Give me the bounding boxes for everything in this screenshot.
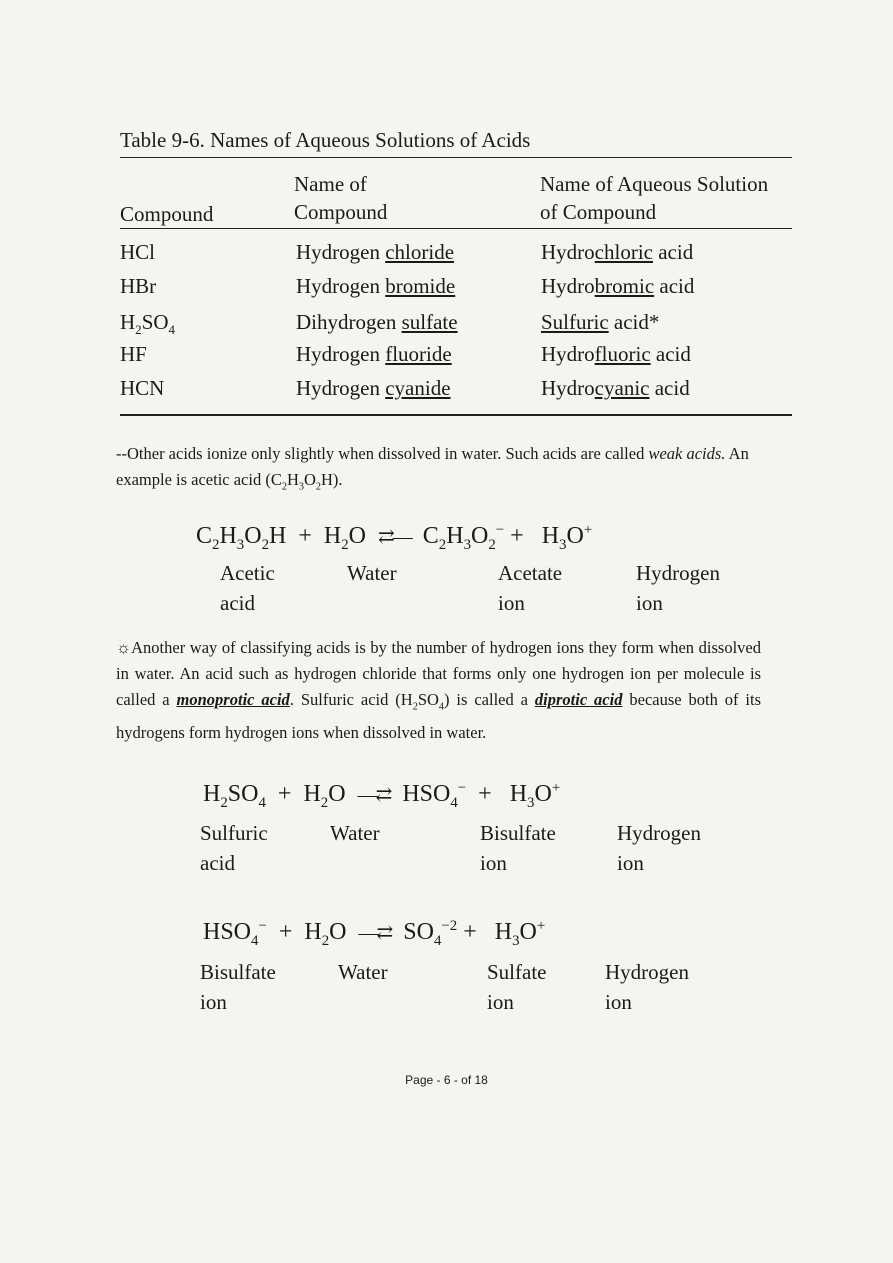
eq1-label-reactant: Acetic acid xyxy=(220,561,275,615)
table-top-rule xyxy=(120,157,792,158)
eq3-label-product: Sulfate ion xyxy=(487,960,547,1014)
acetic-acid-equation: $C_2H_3O_2H + H_2O$ ⇄― $C_2H_3O_2^- + H_3O^+$ xyxy=(196,522,593,553)
eq3-label-reactant: Bisulfate ion xyxy=(200,960,276,1014)
table-bottom-rule xyxy=(120,414,792,416)
equilibrium-arrow-icon: ⇄― xyxy=(378,526,411,548)
eq1-label-hydronium: Hydrogen ion xyxy=(636,561,720,615)
eq3-label-hydronium: Hydrogen ion xyxy=(605,960,689,1014)
header-compound: Compound xyxy=(120,202,214,226)
table-row: HF Hydrogen fluoride Hydrofluoric acid xyxy=(120,342,691,366)
eq2-label-product: Bisulfate ion xyxy=(480,821,556,875)
table-title: Table 9-6. Names of Aqueous Solutions of Acids xyxy=(120,128,531,152)
eq1-label-product: Acetate ion xyxy=(498,561,563,615)
table-row: HBr Hydrogen bromide Hydrobromic acid xyxy=(120,274,695,298)
eq3-label-water: Water xyxy=(338,960,388,984)
equilibrium-arrow-icon: ―⇄ xyxy=(357,784,391,806)
table-row: HCl Hydrogen chloride Hydrochloric acid xyxy=(120,240,694,264)
header-name-of-compound: Name of Compound xyxy=(294,172,388,224)
protic-acids-paragraph: ☼Another way of classifying acids is by the number of hydrogen ions they form when dissolved in water. An acid such as hydrogen chloride that forms only one hydrogen ion per molecule is called a monoprotic acid. Sulfuric acid $(H_2SO_4)$ is called a diprotic acid because both of its hydrogens form hydrogen ions when dissolved in water. xyxy=(116,638,761,743)
eq2-label-water: Water xyxy=(330,821,380,845)
page-number: Page - 6 - of 18 xyxy=(405,1073,488,1087)
bisulfate-equation: $HSO_4^- + H_2O$ ―⇄ $SO_4^{-2} + H_3O^+$ xyxy=(203,918,546,949)
table-row: HCN Hydrogen cyanide Hydrocyanic acid xyxy=(120,376,690,400)
table-header-rule xyxy=(120,228,792,229)
sulfuric-acid-equation: $H_2SO_4 + H_2O$ ―⇄ $HSO_4^- + H_3O^+$ xyxy=(203,780,561,811)
eq2-label-reactant: Sulfuric acid xyxy=(200,821,268,875)
header-aqueous-solution: Name of Aqueous Solution of Compound xyxy=(540,172,769,224)
equilibrium-arrow-icon: ―⇄ xyxy=(358,922,392,944)
eq1-label-water: Water xyxy=(347,561,397,585)
weak-acids-paragraph: --Other acids ionize only slightly when dissolved in water. Such acids are called weak acids. An example is acetic acid $(C_2H_3O_2H)$. xyxy=(116,444,749,493)
table-row: $H_2SO_4$ Dihydrogen sulfate Sulfuric acid* xyxy=(120,310,660,338)
eq2-label-hydronium: Hydrogen ion xyxy=(617,821,701,875)
